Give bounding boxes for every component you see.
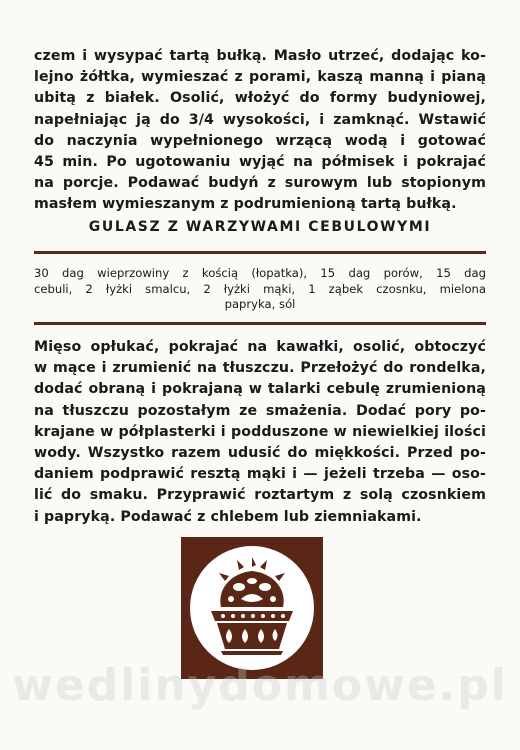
text-line: daniem podprawić resztą mąki i — jeżeli trzeba — oso-: [34, 466, 486, 483]
text-line: ubitą z białek. Osolić, włożyć do formy budyniowej,: [34, 90, 486, 107]
divider-top: [34, 251, 486, 254]
text-line: napełniając ją do 3/4 wysokości, i zamknąć. Wstawić: [34, 111, 486, 128]
text-line: lejno żółtka, wymieszać z porami, kaszą manną i pianą: [34, 69, 486, 86]
bread-basket-icon: [181, 537, 323, 679]
ingredients-line: 30 dag wieprzowiny z kością (łopatka), 15 dag porów, 15 dag: [34, 266, 486, 280]
recipe-title: GULASZ Z WARZYWAMI CEBULOWYMI: [88, 219, 432, 235]
text-line: lić do smaku. Przyprawić roztartym z solą czosnkiem: [34, 487, 486, 504]
ingredients-list: [34, 266, 486, 313]
divider-bottom: [34, 322, 486, 325]
text-line: dodać obraną i pokrajaną w talarki cebulę zrumienioną: [34, 381, 486, 398]
watermark: wedlinydomowe.pl: [12, 660, 508, 711]
text-line: i papryką. Podawać z chlebem lub ziemniakami.: [34, 508, 422, 525]
text-line: na porcje. Podawać budyń z surowym lub stopionym: [34, 175, 486, 192]
text-line: krajane w półplasterki i podduszone w niewielkiej ilości: [34, 423, 486, 440]
text-line: na tłuszczu pozostałym ze smażenia. Dodać pory po-: [34, 402, 486, 419]
text-line: 45 min. Po ugotowaniu wyjąć na półmisek i pokrajać: [34, 154, 486, 171]
text-line: wody. Wszystko razem udusić do miękkości. Przed po-: [34, 445, 486, 462]
recipe-instructions: [34, 337, 486, 528]
text-line: Mięso opłukać, pokrajać na kawałki, osolić, obtoczyć: [34, 339, 486, 355]
text-line: masłem wymieszanym z podrumienioną tartą bułką.: [34, 196, 457, 213]
ingredients-line: cebuli, 2 łyżki smalcu, 2 łyżki mąki, 1 ząbek czosnku, mielona: [34, 281, 486, 296]
text-line: w mące i zrumienić na tłuszczu. Przełożyć do rondelka,: [34, 360, 486, 377]
ingredients-line: papryka, sól: [224, 297, 296, 311]
recipe-paragraph-1: [34, 46, 486, 216]
text-line: do naczynia wypełnionego wrzącą wodą i gotować: [34, 132, 486, 149]
text-line: czem i wysypać tartą bułką. Masło utrzeć, dodając ko-: [34, 48, 486, 64]
